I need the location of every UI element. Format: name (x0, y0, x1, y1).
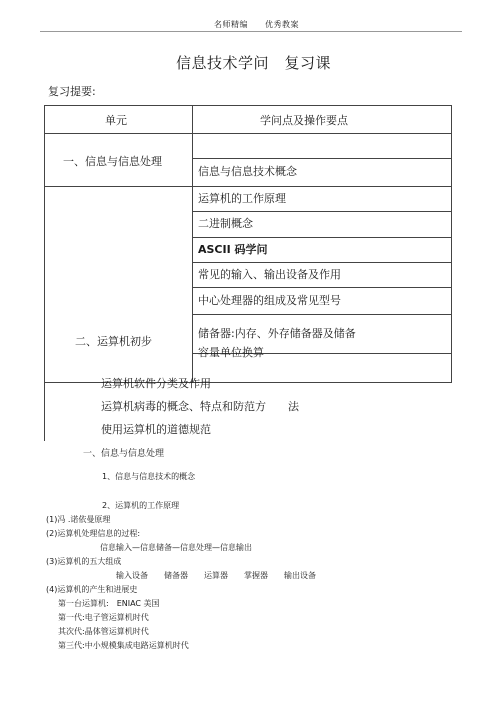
outline-line: 1、信息与信息技术的概念 (102, 472, 196, 481)
review-outline-label: 复习提要: (48, 85, 96, 98)
unit-2-point: 常见的输入、输出设备及作用 (198, 268, 341, 281)
outline-line: 第三代:中小规模集成电路运算机时代 (58, 641, 189, 650)
column-header-knowledge-points: 学问点及操作要点 (260, 114, 348, 127)
outline-line: (2)运算机处理信息的过程: (46, 529, 141, 538)
outline-section-heading: 一、信息与信息处理 (83, 449, 165, 459)
table-row-rule (192, 211, 452, 212)
table-border-right (451, 105, 452, 382)
table-row-rule (192, 287, 452, 288)
page-header: 名师精编 优秀教案 (214, 20, 299, 29)
table-row-rule (192, 237, 452, 238)
unit-2-point: 运算机的工作原理 (198, 192, 286, 205)
unit-1-point: 信息与信息技术概念 (198, 165, 297, 178)
table-row-rule (192, 262, 452, 263)
table-column-divider (192, 105, 193, 382)
column-header-unit: 单元 (105, 114, 127, 127)
unit-2-point: 二进制概念 (198, 217, 253, 230)
unit-2-point: 容量单位换算 (198, 346, 264, 359)
table-unit-separator (44, 186, 452, 187)
table-border-top (44, 105, 452, 106)
table-header-rule (44, 133, 452, 134)
outline-line: 第一台运算机: ENIAC 美国 (58, 599, 160, 608)
outline-line: (3)运算机的五大组成 (46, 557, 122, 566)
outline-line: 输入设备 储备器 运算器 掌握器 输出设备 (116, 571, 316, 580)
outline-line: 信息输入—信息储备—信息处理—信息输出 (100, 543, 252, 552)
outline-line: (4)运算机的产生和进展史 (46, 585, 138, 594)
table-row-rule (192, 314, 452, 315)
unit-1-title: 一、信息与信息处理 (63, 155, 162, 168)
extra-point: 运算机软件分类及作用 (101, 377, 211, 390)
outline-line: 其次代:晶体管运算机时代 (58, 627, 149, 636)
outline-line: (1)冯 .诺依曼原理 (46, 515, 111, 524)
extra-point: 使用运算机的道德规范 (101, 423, 211, 436)
page-title: 信息技术学问 复习课 (176, 54, 332, 72)
header-rule (40, 31, 462, 32)
unit-2-point: 储备器:内存、外存储备器及储备 (198, 327, 356, 340)
table-row-rule (192, 158, 452, 159)
unit-2-point: ASCII 码学问 (198, 243, 268, 256)
outline-line: 2、运算机的工作原理 (102, 501, 180, 510)
outline-line: 第一代:电子管运算机时代 (58, 613, 149, 622)
unit-2-title: 二、运算机初步 (75, 335, 152, 348)
unit-2-point: 中心处理器的组成及常见型号 (198, 294, 341, 307)
extra-point: 运算机病毒的概念、特点和防范方 法 (101, 400, 299, 413)
table-border-left (44, 105, 45, 441)
